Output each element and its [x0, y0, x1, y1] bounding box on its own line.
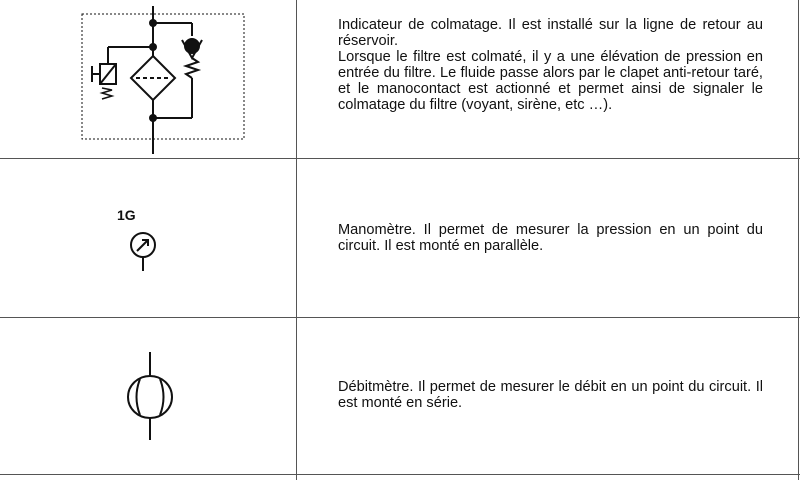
- row-2-description: [338, 222, 763, 254]
- table-right-border: [798, 0, 799, 480]
- description-paragraph: Lorsque le filtre est colmaté, il y a une élévation de pression en entrée du filtre. Le fluide passe alors par le clapet anti-retour taré, et le manocontact est actionné et permet ainsi de signaler le colmatage du filtre (voyant, sirène, etc …).: [338, 49, 763, 113]
- row-3-description: [338, 379, 763, 411]
- row-divider: [0, 317, 800, 318]
- row-divider: [0, 474, 800, 475]
- column-divider: [296, 0, 297, 480]
- description-paragraph: Débitmètre. Il permet de mesurer le débit en un point du circuit. Il est monté en série.: [338, 379, 763, 411]
- description-paragraph: Manomètre. Il permet de mesurer la pression en un point du circuit. Il est monté en parallèle.: [338, 222, 763, 254]
- flow-meter-icon: [122, 352, 182, 442]
- component-label: 1G: [117, 207, 136, 223]
- row-divider: [0, 158, 800, 159]
- filter-with-clogging-indicator-icon: [78, 6, 248, 156]
- description-paragraph: Indicateur de colmatage. Il est installé sur la ligne de retour au réservoir.: [338, 17, 763, 49]
- pressure-gauge-icon: [128, 230, 158, 272]
- row-1-description: [338, 17, 763, 113]
